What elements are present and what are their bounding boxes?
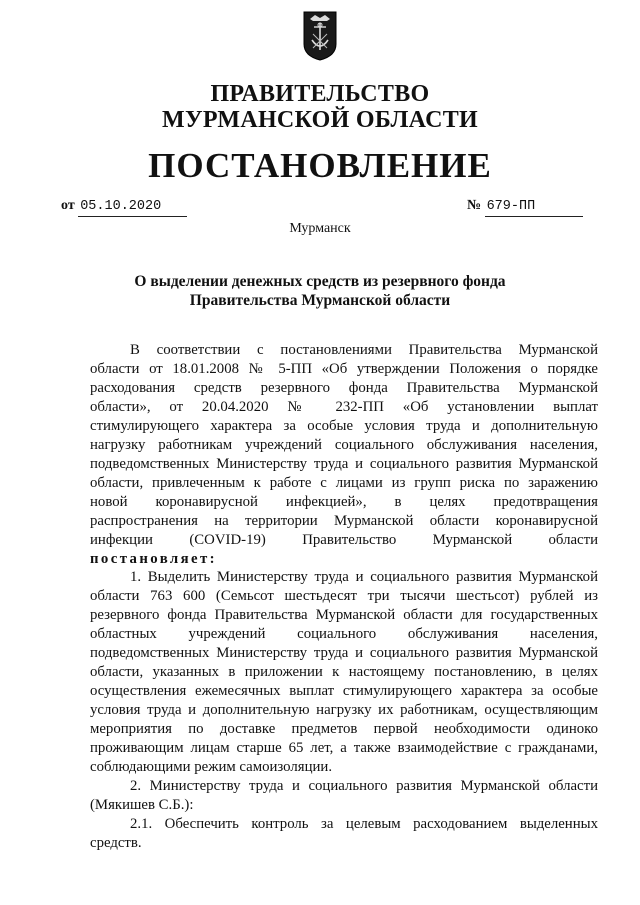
document-date [61, 197, 187, 217]
body-line: соблюдающими режим самоизоляции. [90, 759, 333, 775]
body-line: подведомственных Министерству труда и социального развития Мурманской [90, 456, 598, 472]
body-line: В соответствии с постановлениями Правительства Мурманской [130, 342, 598, 358]
date-label: от [61, 198, 75, 213]
body-line: области», от 20.04.2020 № 232-ПП «Об установлении выплат [90, 399, 598, 415]
body-line: резервного фонда Правительства Мурманской области для государственных [90, 607, 598, 623]
body-line: 1. Выделить Министерству труда и социального развития Мурманской [130, 569, 598, 585]
organization-name-line2: МУРМАНСКОЙ ОБЛАСТИ [162, 107, 478, 133]
body-line: осуществления ежемесячных выплат стимулирующего характера за особые [90, 683, 598, 699]
body-line: 2.1. Обеспечить контроль за целевым расходованием выделенных [130, 816, 598, 832]
number-value: 679-ПП [485, 198, 583, 217]
coat-of-arms-icon [302, 10, 338, 62]
city-name: Мурманск [289, 221, 351, 236]
body-line: расходования средств резервного фонда Правительства Мурманской [90, 380, 598, 396]
body-line: 2. Министерству труда и социального развития Мурманской области [130, 778, 598, 794]
body-line: распространения на территории Мурманской области коронавирусной [90, 513, 598, 529]
body-line: средств. [90, 835, 142, 851]
document-number [467, 197, 583, 217]
body-line: подведомственных Министерству труда и социального развития Мурманской [90, 645, 598, 661]
subject-line2: Правительства Мурманской области [189, 292, 451, 309]
date-value: 05.10.2020 [78, 198, 187, 217]
organization-name-line1: ПРАВИТЕЛЬСТВО [210, 81, 430, 107]
decree-keyword: постановляет: [90, 551, 217, 567]
number-label: № [467, 198, 482, 213]
body-line: инфекции (COVID-19) Правительство Мурманской области [90, 532, 598, 548]
body-line: области, указанных в приложении к настоящему постановлению, в целях [90, 664, 598, 680]
body-line: условия труда и дополнительную нагрузку их работникам, осуществляющим [90, 702, 598, 718]
body-line: (Мякишев С.Б.): [90, 797, 194, 813]
body-line: области от 18.01.2008 № 5-ПП «Об утверждении Положения о порядке [90, 361, 598, 377]
body-line: нагрузку работникам учреждений социального обслуживания населения, [90, 437, 598, 453]
subject-line1: О выделении денежных средств из резервного фонда [134, 273, 506, 290]
body-line: области, привлеченным к работе с лицами из групп риска по заражению [90, 475, 598, 491]
document-type-title: ПОСТАНОВЛЕНИЕ [148, 146, 492, 185]
body-line: мероприятия по доставке предметов первой необходимости одиноко [90, 721, 598, 737]
body-line: областных учреждений социального обслуживания населения, [90, 626, 598, 642]
body-line: стимулирующего характера за особые условия труда и дополнительную [90, 418, 598, 434]
body-line: области 763 600 (Семьсот шестьдесят три тысячи шестьсот) рублей из [90, 588, 598, 604]
body-line: проживающим лицам старше 65 лет, а также взаимодействие с гражданами, [90, 740, 598, 756]
body-line: новой коронавирусной инфекцией», в целях предотвращения [90, 494, 598, 510]
